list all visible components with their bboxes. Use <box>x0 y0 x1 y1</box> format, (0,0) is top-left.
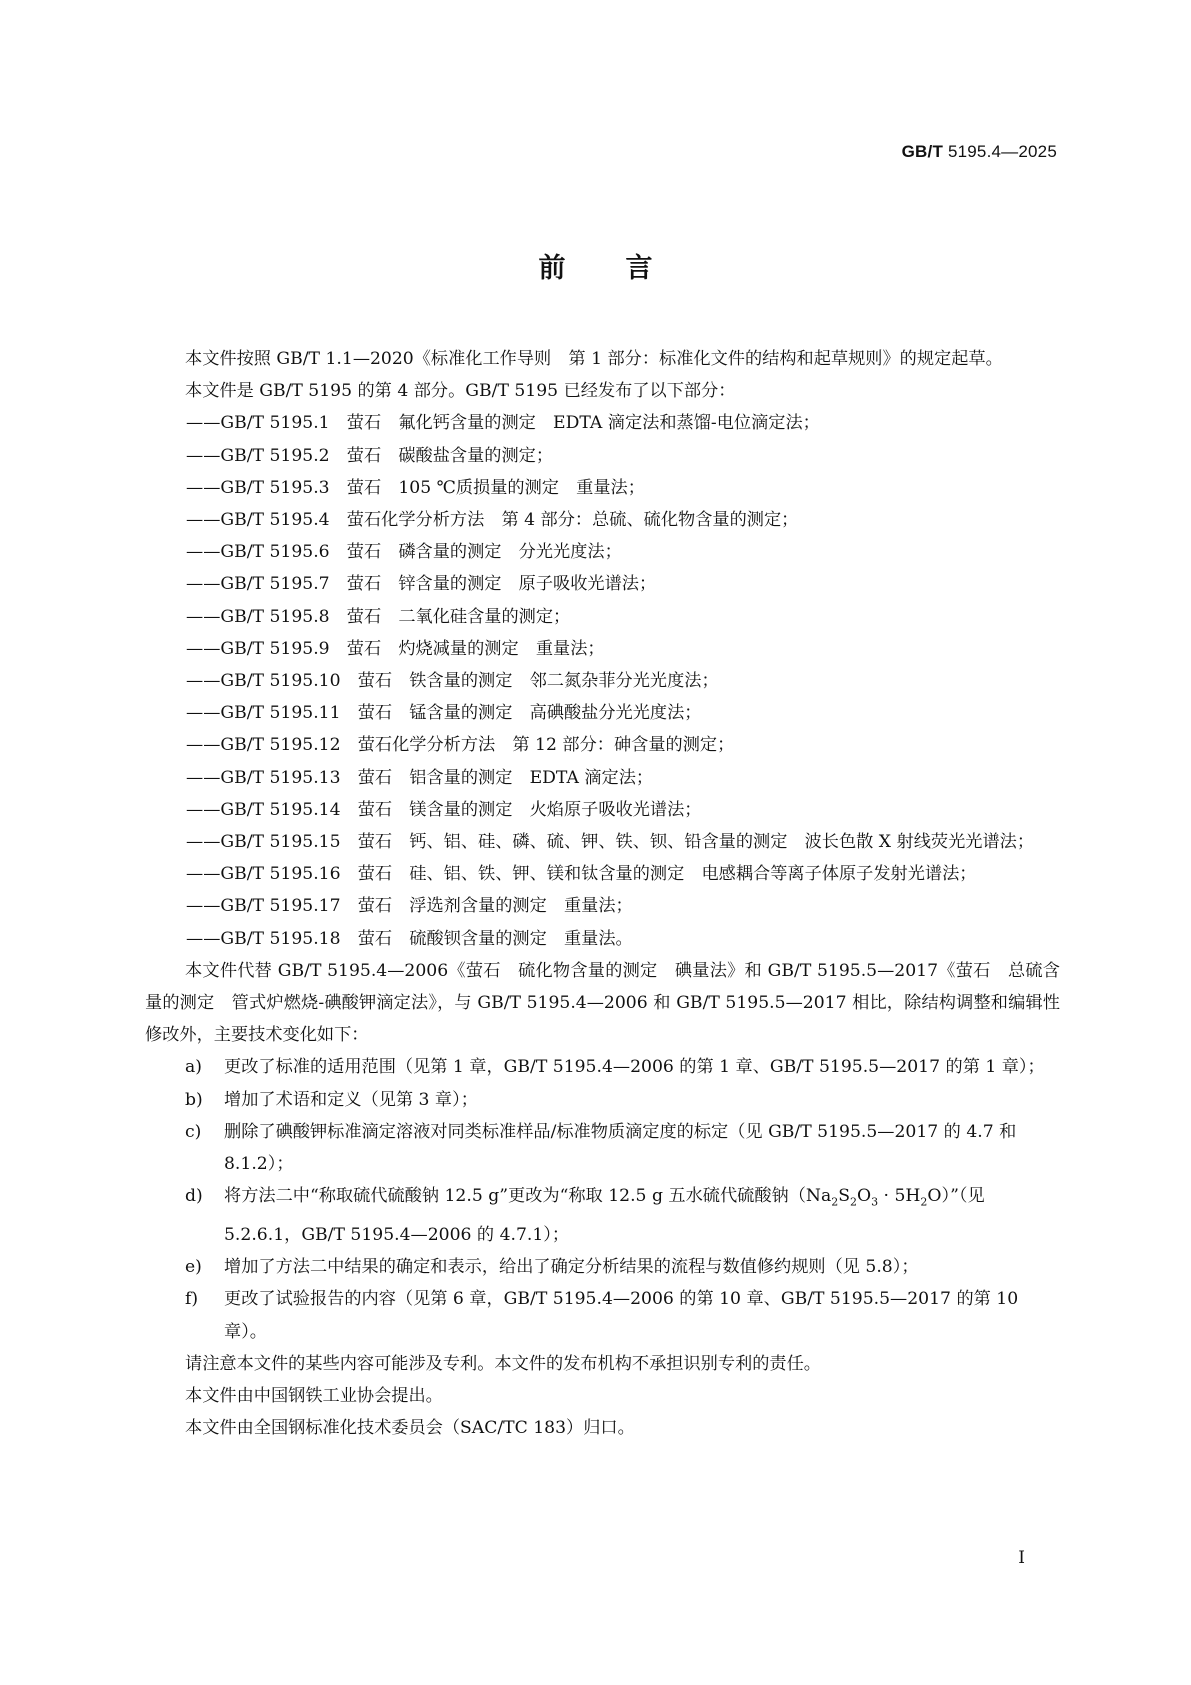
list-item: ——GB/T 5195.8 萤石 二氧化硅含量的测定； <box>186 606 571 627</box>
list-item: ——GB/T 5195.4 萤石化学分析方法 第 4 部分：总硫、硫化物含量的测定； <box>186 510 799 531</box>
list-item: ——GB/T 5195.2 萤石 碳酸盐含量的测定； <box>186 445 554 466</box>
parts-list <box>145 407 1060 954</box>
change-text: 增加了方法二中结果的确定和表示，给出了确定分析结果的流程与数值修约规则（见 5.8）； <box>224 1257 919 1278</box>
patent-notice: 请注意本文件的某些内容可能涉及专利。本文件的发布机构不承担识别专利的责任。 <box>185 1353 821 1374</box>
list-item: ——GB/T 5195.3 萤石 105 ℃质损量的测定 重量法； <box>186 477 645 498</box>
page-number: I <box>1018 1548 1025 1568</box>
change-item <box>145 1283 1060 1347</box>
list-item: ——GB/T 5195.1 萤石 氟化钙含量的测定 EDTA 滴定法和蒸馏-电位滴定法； <box>186 413 820 434</box>
replace-paragraph: 本文件代替 GB/T 5195.4—2006《萤石 硫化物含量的测定 碘量法》和 GB/T 5195.5—2017《萤石 总硫含量的测定 管式炉燃烧-碘酸钾滴定法》，与 GB/T 5195.4—2006 和 GB/T 5195.5—2017 相比，除结构调整和编辑性修改外，主要技术变化如下： <box>145 960 1060 1046</box>
change-text: 更改了标准的适用范围（见第 1 章，GB/T 5195.4—2006 的第 1 章、GB/T 5195.5—2017 的第 1 章）； <box>224 1057 1045 1078</box>
change-label: b) <box>185 1089 203 1110</box>
committee-statement: 本文件由全国钢标准化技术委员会（SAC/TC 183）归口。 <box>185 1418 635 1439</box>
list-item: ——GB/T 5195.12 萤石化学分析方法 第 12 部分：砷含量的测定； <box>186 735 735 756</box>
change-label: d) <box>185 1186 203 1207</box>
list-item: ——GB/T 5195.17 萤石 浮选剂含量的测定 重量法； <box>186 896 633 917</box>
standard-code: GB/T 5195.4—2025 <box>901 142 1057 161</box>
list-item: ——GB/T 5195.18 萤石 硫酸钡含量的测定 重量法。 <box>186 928 633 949</box>
document-body <box>145 343 1060 1444</box>
list-item: ——GB/T 5195.14 萤石 镁含量的测定 火焰原子吸收光谱法； <box>186 799 702 820</box>
list-item: ——GB/T 5195.13 萤石 铝含量的测定 EDTA 滴定法； <box>186 767 654 788</box>
proposer-statement: 本文件由中国钢铁工业协会提出。 <box>185 1385 443 1406</box>
list-item: ——GB/T 5195.7 萤石 锌含量的测定 原子吸收光谱法； <box>186 574 657 595</box>
list-item: ——GB/T 5195.6 萤石 磷含量的测定 分光光度法； <box>186 542 622 563</box>
change-item <box>145 1180 1060 1251</box>
list-item: ——GB/T 5195.11 萤石 锰含量的测定 高碘酸盐分光光度法； <box>186 703 702 724</box>
change-item <box>145 1051 1060 1083</box>
page-title: 前言 <box>538 253 713 284</box>
change-text: 删除了碘酸钾标准滴定溶液对同类标准样品/标准物质滴定度的标定（见 GB/T 5195.5—2017 的 4.7 和 8.1.2）； <box>224 1121 1017 1175</box>
change-item <box>145 1251 1060 1283</box>
change-text: 更改了试验报告的内容（见第 6 章，GB/T 5195.4—2006 的第 10 章、GB/T 5195.5—2017 的第 10 章）。 <box>224 1289 1019 1342</box>
list-item: ——GB/T 5195.9 萤石 灼烧减量的测定 重量法； <box>186 638 605 659</box>
change-item <box>145 1116 1060 1180</box>
change-item <box>145 1084 1060 1116</box>
list-item: ——GB/T 5195.10 萤石 铁含量的测定 邻二氮杂菲分光光度法； <box>186 671 719 692</box>
intro-paragraph: 本文件是 GB/T 5195 的第 4 部分。GB/T 5195 已经发布了以下部分： <box>185 381 736 402</box>
change-label: c) <box>185 1121 202 1142</box>
change-text: 增加了术语和定义（见第 3 章）； <box>224 1089 478 1110</box>
change-label: f) <box>185 1289 199 1310</box>
intro-paragraph: 本文件按照 GB/T 1.1—2020《标准化工作导则 第 1 部分：标准化文件的结构和起草规则》的规定起草。 <box>185 349 1003 369</box>
list-item: ——GB/T 5195.15 萤石 钙、铝、硅、磷、硫、钾、铁、钡、铅含量的测定 波长色散 X 射线荧光光谱法； <box>186 832 1035 853</box>
list-item: ——GB/T 5195.16 萤石 硅、铝、铁、钾、镁和钛含量的测定 电感耦合等离子体原子发射光谱法； <box>186 864 977 885</box>
changes-list <box>145 1051 1060 1347</box>
change-label: a) <box>185 1057 202 1078</box>
change-label: e) <box>185 1257 202 1278</box>
change-text: 将方法二中“称取硫代硫酸钠 12.5 g”更改为“称取 12.5 g 五水硫代硫酸钠（$Na_2S_2O_3$ · $5H_2O$）”（见 5.2.6.1，GB/T 5195.4—2006 的 4.7.1）； <box>224 1186 985 1245</box>
